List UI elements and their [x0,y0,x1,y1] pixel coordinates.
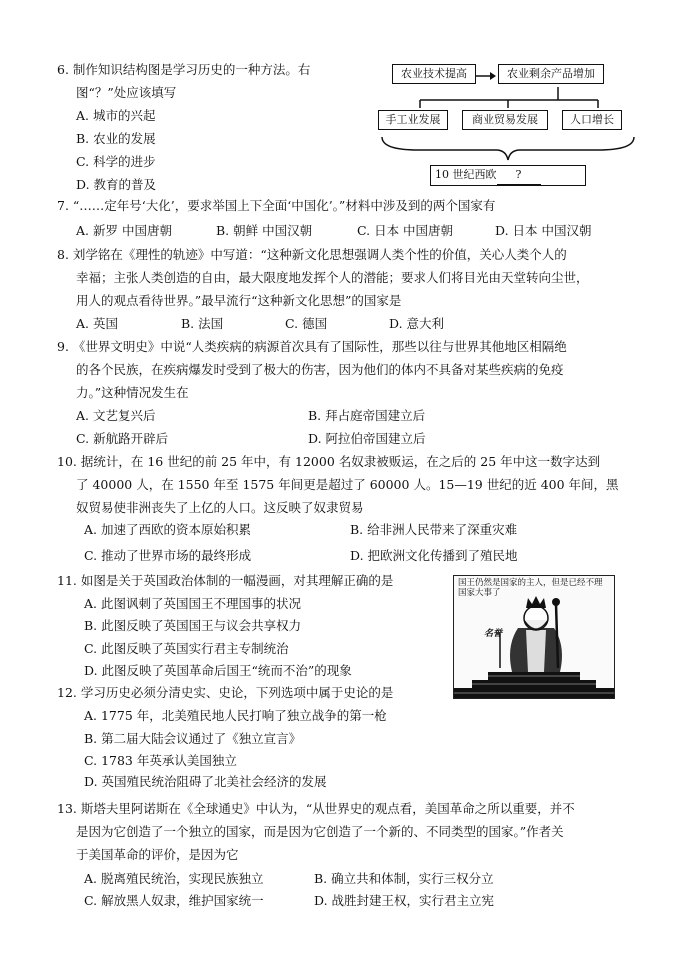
king-illustration [454,576,614,698]
q10-line2: 了 40000 人，在 1550 年至 1575 年间更是超过了 60000 人。15—19 世纪的近 400 年间，黑 [76,477,619,492]
q11-option-d[interactable]: D. 此图反映了英国革命后国王“统而不治”的现象 [84,663,352,678]
q10-option-a[interactable]: A. 加速了西欧的资本原始积累 [84,522,251,537]
cartoon-honor-label: 名誉 [484,629,503,639]
q7-stem: 7. “……定年号‘大化’，要求举国上下全面‘中国化’。”材料中涉及到的两个国家有 [57,198,496,213]
diagram-box-europe-label: 10 世纪西欧 [435,168,497,181]
q8-option-d[interactable]: D. 意大利 [389,316,445,331]
q7-option-a[interactable]: A. 新罗 中国唐朝 [76,223,172,238]
diagram-box-agri-surplus: 农业剩余产品增加 [498,64,604,84]
q11-option-b[interactable]: B. 此图反映了英国国王与议会共享权力 [84,618,302,633]
q9-option-b[interactable]: B. 拜占庭帝国建立后 [308,408,426,423]
q9-line2: 的各个民族，在疾病爆发时受到了极大的伤害，因为他们的体内不具备对某些疾病的免疫 [76,362,564,377]
q13-option-d[interactable]: D. 战胜封建王权，实行君主立宪 [314,893,495,908]
q10-option-d[interactable]: D. 把欧洲文化传播到了殖民地 [350,548,518,563]
q10-option-c[interactable]: C. 推动了世界市场的最终形成 [84,548,252,563]
q11-option-a[interactable]: A. 此图讽刺了英国国王不理国事的状况 [84,596,301,611]
q7-option-b[interactable]: B. 朝鲜 中国汉朝 [216,223,313,238]
q12-option-c[interactable]: C. 1783 年英承认美国独立 [84,753,237,768]
q13-line3: 于美国革命的评价，是因为它 [76,847,239,862]
q6-knowledge-diagram [378,58,638,193]
q11-cartoon-image [453,575,615,699]
q9-line1: 9. 《世界文明史》中说“人类疾病的病源首次具有了国际性，那些以往与世界其他地区相隔绝 [57,339,567,354]
diagram-question-blank: ? [497,166,541,185]
q8-option-b[interactable]: B. 法国 [181,316,224,331]
q6-option-b[interactable]: B. 农业的发展 [76,131,156,146]
q8-line1: 8. 刘学铭在《理性的轨迹》中写道：“这种新文化思想强调人类个性的价值，关心人类个人的 [57,247,567,262]
q10-line3: 奴贸易使非洲丧失了上亿的人口。这反映了奴隶贸易 [76,500,364,515]
q8-line3: 用人的观点看待世界。”最早流行“这种新文化思想”的国家是 [76,293,402,308]
q10-option-b[interactable]: B. 给非洲人民带来了深重灾难 [350,522,518,537]
q9-line3: 力。”这种情况发生在 [76,385,189,400]
q13-line1: 13. 斯塔夫里阿诺斯在《全球通史》中认为，“从世界史的观点看，美国革命之所以重要，并不 [57,801,575,816]
diagram-box-handicraft: 手工业发展 [378,110,448,130]
q13-option-b[interactable]: B. 确立共和体制，实行三权分立 [314,871,494,886]
q8-option-c[interactable]: C. 德国 [285,316,328,331]
q6-stem-line2: 图“？”处应该填写 [76,85,177,100]
q8-option-a[interactable]: A. 英国 [76,316,118,331]
q13-line2: 是因为它创造了一个独立的国家，而是因为它创造了一个新的、不同类型的国家。”作者关 [76,824,564,839]
q12-option-d[interactable]: D. 英国殖民统治阻碍了北美社会经济的发展 [84,774,327,789]
q10-line1: 10. 据统计，在 16 世纪的前 25 年中，有 12000 名奴隶被贩运，在之后的 25 年中这一数字达到 [57,454,601,469]
q13-option-c[interactable]: C. 解放黑人奴隶，维护国家统一 [84,893,264,908]
diagram-box-population: 人口增长 [562,110,622,130]
diagram-box-agri-tech: 农业技术提高 [392,64,476,84]
q11-stem: 11. 如图是关于英国政治体制的一幅漫画，对其理解正确的是 [57,573,394,588]
cartoon-caption: 国王仍然是国家的主人，但是已经不理国家大事了 [458,578,603,598]
q6-option-c[interactable]: C. 科学的进步 [76,154,156,169]
q7-option-d[interactable]: D. 日本 中国汉朝 [495,223,592,238]
q8-line2: 幸福；主张人类创造的自由，最大限度地发挥个人的潜能；要求人们将目光由天堂转向尘世， [76,270,589,285]
diagram-box-europe [430,165,586,186]
q11-option-c[interactable]: C. 此图反映了英国实行君主专制统治 [84,641,289,656]
q7-option-c[interactable]: C. 日本 中国唐朝 [357,223,454,238]
diagram-box-commerce: 商业贸易发展 [462,110,548,130]
q6-stem-line1: 6. 制作知识结构图是学习历史的一种方法。右 [57,62,311,77]
q9-option-c[interactable]: C. 新航路开辟后 [76,431,169,446]
q6-option-d[interactable]: D. 教育的普及 [76,177,157,192]
q12-option-b[interactable]: B. 第二届大陆会议通过了《独立宣言》 [84,731,302,746]
q6-option-a[interactable]: A. 城市的兴起 [76,108,156,123]
q12-stem: 12. 学习历史必须分清史实、史论，下列选项中属于史论的是 [57,685,394,700]
q12-option-a[interactable]: A. 1775 年，北美殖民地人民打响了独立战争的第一枪 [84,708,387,723]
q9-option-d[interactable]: D. 阿拉伯帝国建立后 [308,431,426,446]
q9-option-a[interactable]: A. 文艺复兴后 [76,408,156,423]
q13-option-a[interactable]: A. 脱离殖民统治，实现民族独立 [84,871,264,886]
